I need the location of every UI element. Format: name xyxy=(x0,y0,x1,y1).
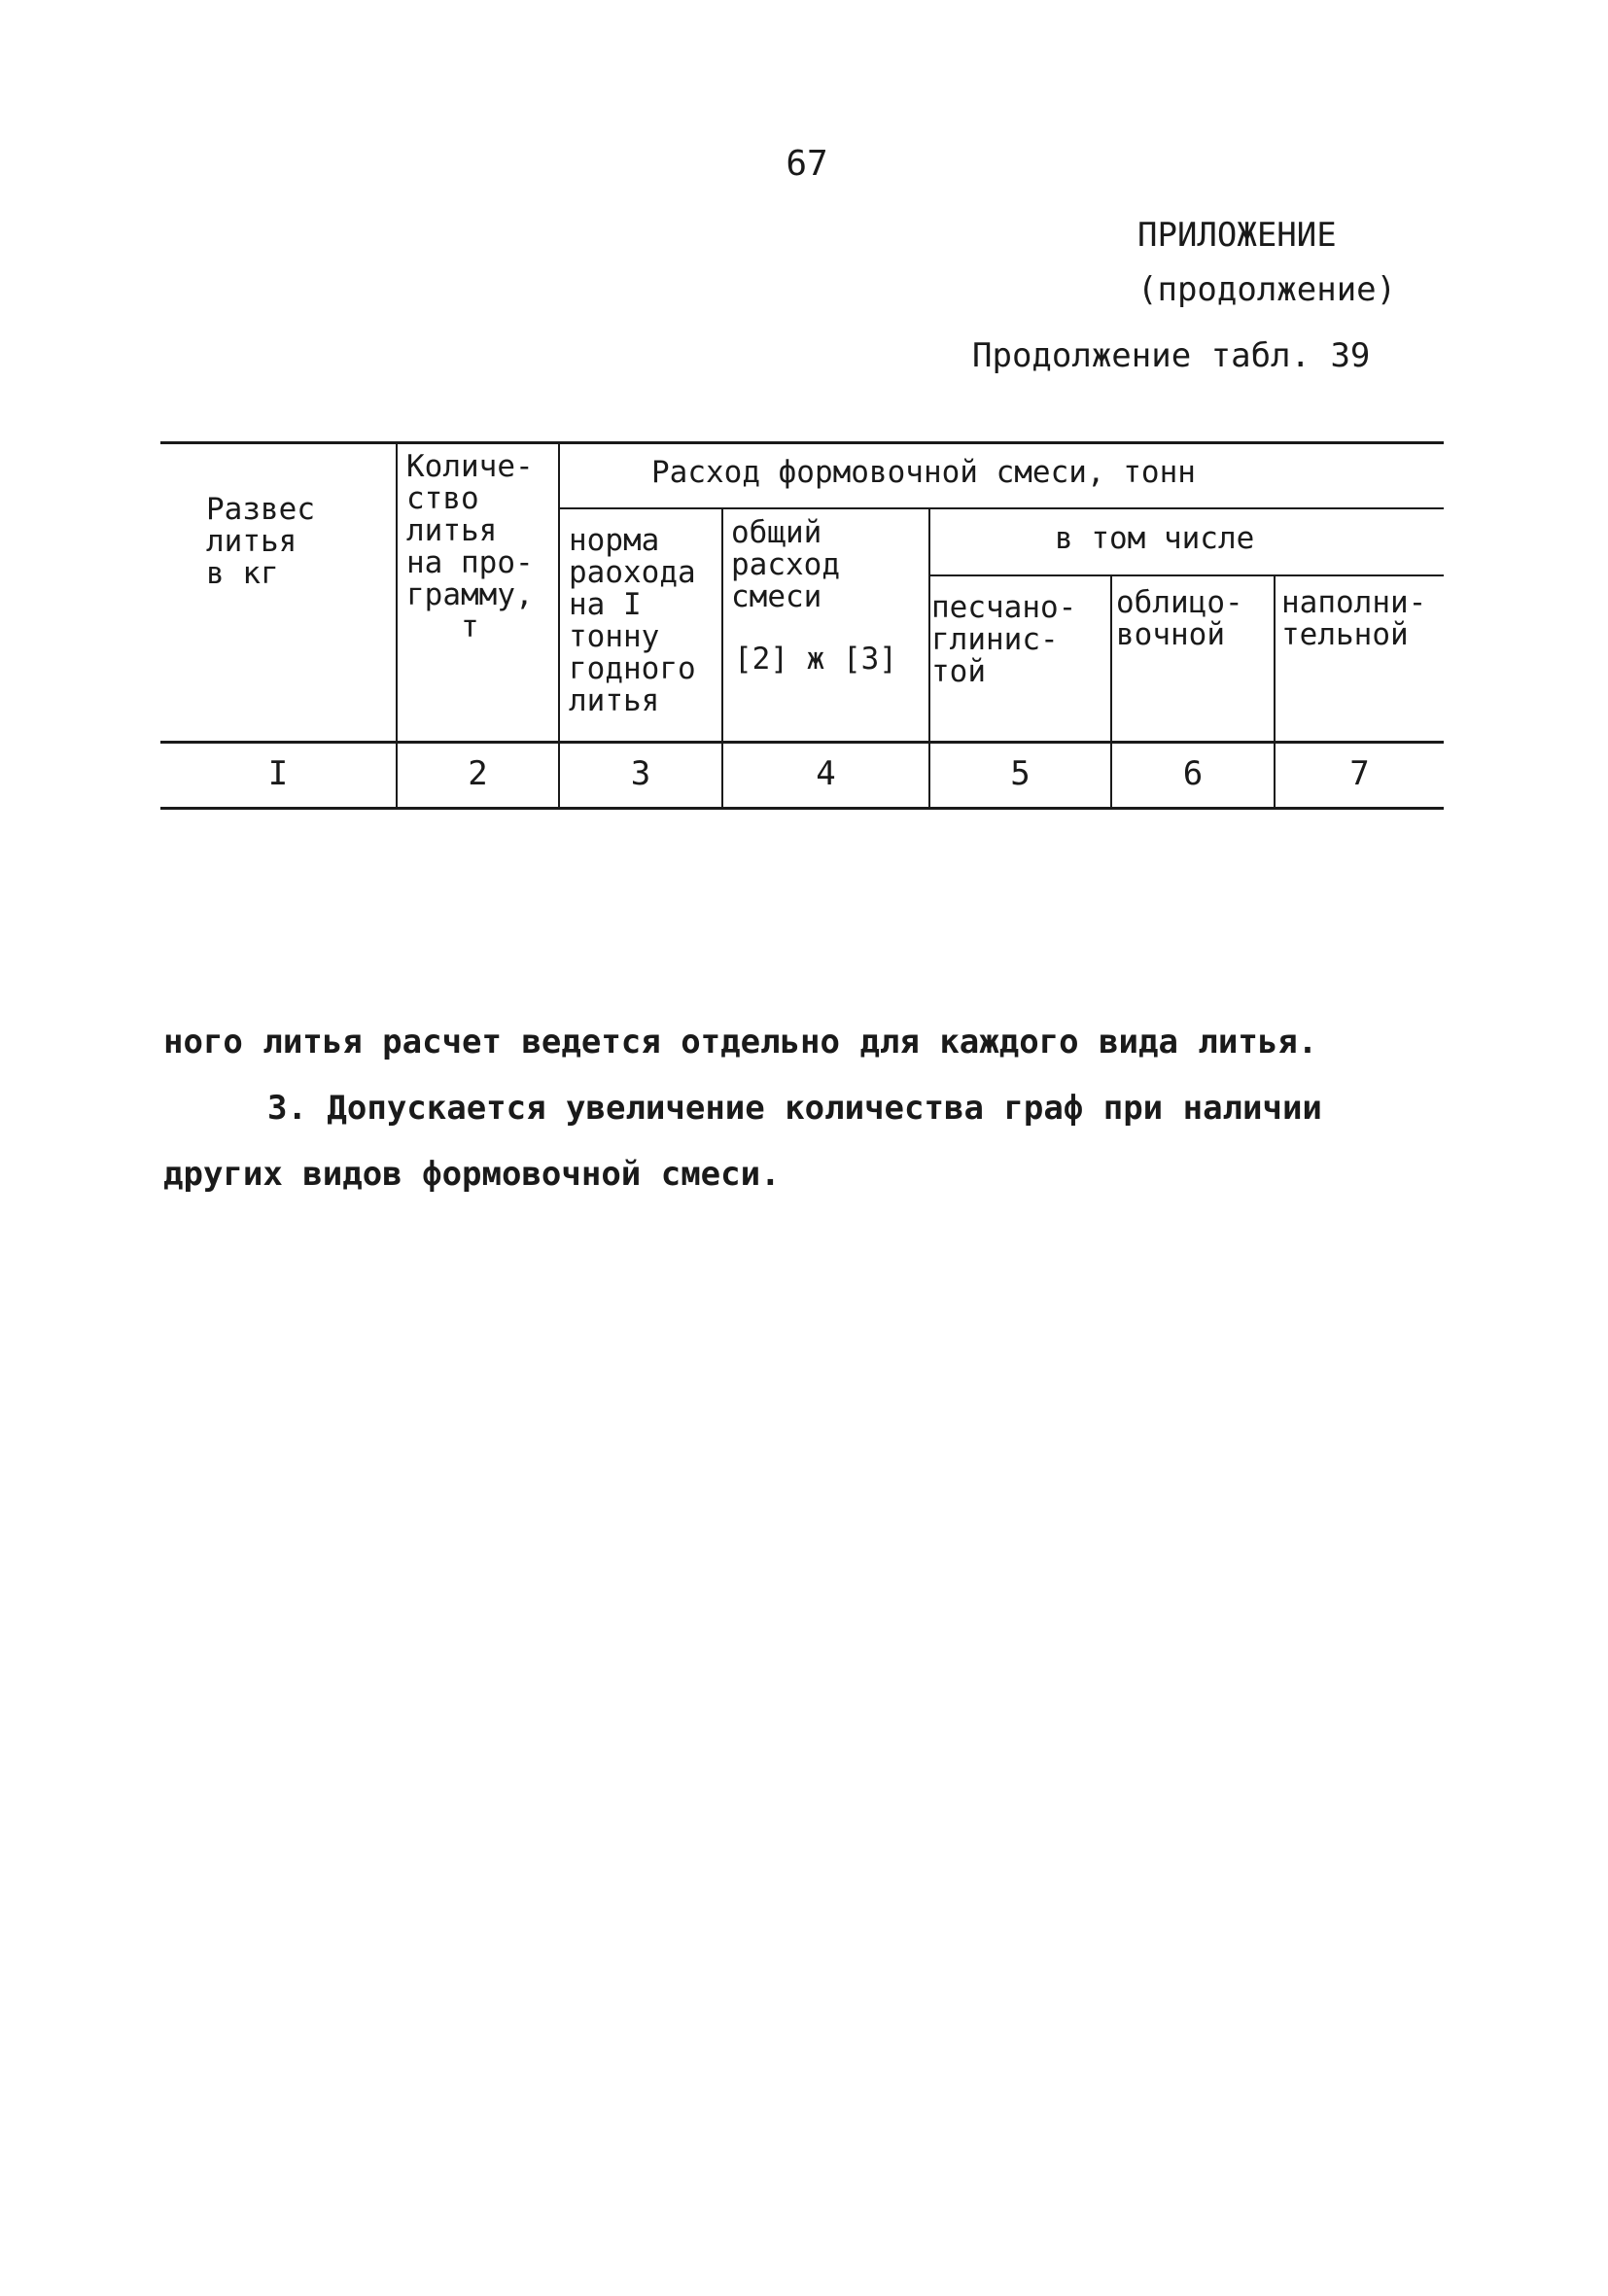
group-rule xyxy=(559,507,1444,509)
page-number: 67 xyxy=(786,144,828,184)
header-mix-consumption-group: Расход формовочной смеси, тонн xyxy=(651,455,1196,490)
header-sand-clay: песчано- глинис- той xyxy=(931,590,1077,689)
body-text-line-1: ного литья расчет ведется отдельно для каждого вида литья. xyxy=(163,1023,1318,1061)
header-casting-weight: Развес литья в кг xyxy=(206,492,315,591)
body-text-line-2: 3. Допускается увеличение количества граф при наличии xyxy=(267,1089,1322,1128)
header-facing: облицо- вочной xyxy=(1116,585,1243,652)
body-text-line-3: других видов формовочной смеси. xyxy=(163,1155,781,1194)
header-filler: наполни- тельной xyxy=(1281,585,1427,652)
header-including: в том числе xyxy=(1055,521,1255,556)
header-casting-quantity: Количе- ство литья на про- грамму, т xyxy=(406,449,534,644)
header-norm-per-ton: норма раохода на I тонну годного литья xyxy=(569,523,696,718)
subgroup-rule xyxy=(928,574,1444,576)
header-total-formula: [2] ж [3] xyxy=(734,642,897,677)
header-total-consumption: общий расход смеси xyxy=(731,515,840,614)
column-number-4: 4 xyxy=(816,754,836,793)
column-number-7: 7 xyxy=(1349,754,1370,793)
column-number-3: 3 xyxy=(630,754,651,793)
table-caption: Продолжение табл. 39 xyxy=(972,336,1371,375)
appendix-continuation: (продолжение) xyxy=(1137,270,1397,309)
table-bottom-rule xyxy=(160,807,1444,810)
header-bottom-rule xyxy=(160,741,1444,744)
column-number-1: I xyxy=(267,754,289,793)
appendix-label: ПРИЛОЖЕНИЕ xyxy=(1137,216,1337,255)
column-number-2: 2 xyxy=(468,754,488,793)
table-top-rule xyxy=(160,441,1444,444)
column-number-5: 5 xyxy=(1010,754,1031,793)
column-number-6: 6 xyxy=(1182,754,1204,793)
